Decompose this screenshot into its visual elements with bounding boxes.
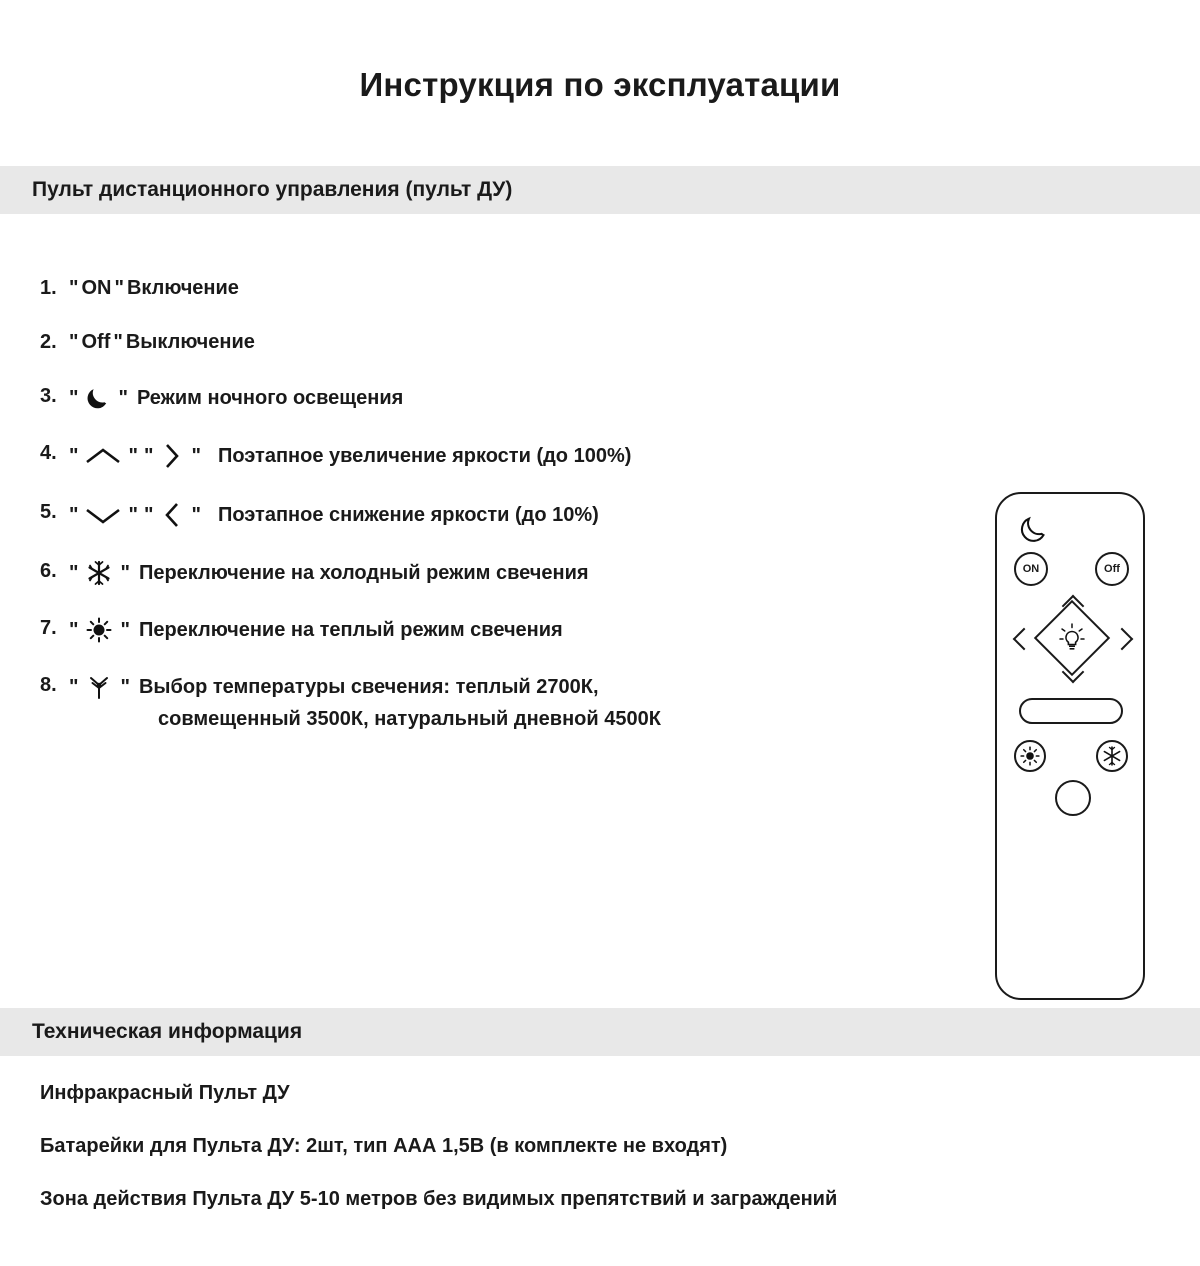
quote-open-2: " — [143, 444, 154, 467]
quote-close-2: " — [191, 444, 201, 467]
dpad-right-icon[interactable] — [1111, 628, 1134, 651]
chevron-left-icon — [156, 500, 188, 530]
unlabeled-round-button[interactable] — [1055, 780, 1091, 816]
quote-open-2: " — [143, 503, 154, 526]
button-label-on: ON — [81, 277, 112, 299]
quote-open: " — [69, 561, 79, 584]
dpad-left-icon[interactable] — [1013, 628, 1036, 651]
quote-close: " — [113, 331, 123, 353]
light-bulb-icon[interactable] — [1058, 623, 1086, 653]
tech-info-line: Инфракрасный Пульт ДУ — [40, 1082, 290, 1104]
tech-info-list — [40, 1082, 1160, 1241]
tech-info-line: Зона действия Пульта ДУ 5-10 метров без видимых препятствий и заграждений — [40, 1188, 838, 1210]
chevron-down-icon — [81, 502, 125, 528]
tech-section-heading — [0, 1008, 1200, 1056]
list-item-number: 7. — [40, 617, 57, 639]
list-item-number: 4. — [40, 442, 57, 464]
quote-close-2: " — [191, 503, 201, 526]
quote-open: " — [69, 331, 79, 353]
list-item-number: 1. — [40, 277, 57, 299]
list-item-number: 8. — [40, 674, 57, 696]
list-item-text: Режим ночного освещения — [136, 386, 404, 409]
tech-info-line: Батарейки для Пульта ДУ: 2шт, тип ААА 1,5В (в комплекте не входят) — [40, 1135, 728, 1157]
chevron-right-icon — [156, 441, 188, 471]
chevron-up-icon — [81, 443, 125, 469]
moon-icon — [81, 384, 115, 412]
list-item — [40, 384, 930, 412]
remote-section-heading-label: Пульт дистанционного управления (пульт ДУ) — [32, 178, 513, 201]
list-item — [40, 673, 930, 732]
list-item-number: 5. — [40, 501, 57, 523]
night-mode-button[interactable] — [1019, 514, 1049, 544]
list-item-text: Выключение — [125, 331, 255, 353]
list-item-number: 3. — [40, 385, 57, 407]
quote-open: " — [69, 444, 79, 467]
list-item-text-line2: совмещенный 3500К, натуральный дневной 4500К — [158, 708, 661, 730]
list-item-text: Переключение на теплый режим свечения — [138, 618, 563, 641]
quote-close: " — [128, 444, 138, 467]
quote-close: " — [120, 675, 130, 698]
quote-open: " — [69, 503, 79, 526]
quote-close: " — [118, 386, 128, 409]
quote-open: " — [69, 675, 79, 698]
quote-close: " — [128, 503, 138, 526]
remote-section-heading — [0, 166, 1200, 214]
quote-close: " — [120, 618, 130, 641]
remote-content-area — [0, 214, 1200, 894]
remote-on-button[interactable]: ON — [1014, 552, 1048, 586]
sun-icon — [81, 616, 117, 644]
list-item — [40, 276, 930, 301]
button-label-off: Off — [81, 331, 111, 353]
half-sun-snowflake-icon — [81, 673, 117, 701]
warm-light-button[interactable] — [1014, 740, 1046, 772]
remote-control-illustration — [995, 492, 1145, 1000]
list-item-text: Выбор температуры свечения: теплый 2700К, — [138, 675, 599, 698]
remote-off-button[interactable]: Off — [1095, 552, 1129, 586]
remote-instruction-list — [40, 276, 930, 761]
remote-dpad[interactable] — [1013, 596, 1131, 680]
color-temperature-bar-button[interactable] — [1019, 698, 1123, 724]
list-item — [40, 616, 930, 644]
quote-open: " — [69, 386, 79, 409]
list-item — [40, 559, 930, 587]
list-item-number: 6. — [40, 560, 57, 582]
list-item-text: Переключение на холодный режим свечения — [138, 561, 589, 584]
quote-open: " — [69, 277, 79, 299]
list-item-text: Включение — [126, 277, 239, 299]
list-item-text: Поэтапное увеличение яркости (до 100%) — [217, 444, 632, 467]
snowflake-icon — [81, 559, 117, 587]
page-title: Инструкция по эксплуатации — [359, 66, 841, 103]
list-item-number: 2. — [40, 331, 57, 353]
quote-open: " — [69, 618, 79, 641]
quote-close: " — [114, 277, 124, 299]
cool-light-button[interactable] — [1096, 740, 1128, 772]
list-item — [40, 500, 930, 530]
list-item — [40, 441, 930, 471]
quote-close: " — [120, 561, 130, 584]
list-item — [40, 330, 930, 355]
list-item-text: Поэтапное снижение яркости (до 10%) — [217, 503, 599, 526]
tech-section-heading-label: Техническая информация — [32, 1020, 303, 1043]
